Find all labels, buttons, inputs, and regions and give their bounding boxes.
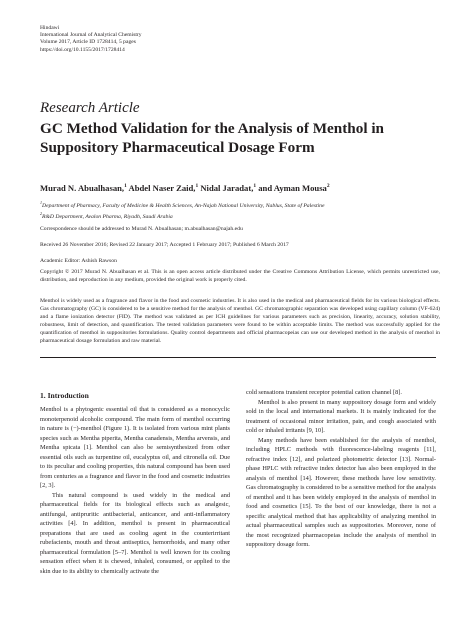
paragraph: Menthol is a phytogenic essential oil that is considered as a monocyclic monoterpenoid alcoholic compound. The main form of menthol occurring in nature is (−)-menthol (Figure 1). It is isolated from various mint plants species such as Mentha piperita, Mentha canadensis, Mentha arvensis, and Mentha spicata [1]. Menthol can also be semisynthesized from other essential oils such as turpentine oil, eucalyptus oil, and citronella oil. Due to its peculiar and cooling properties, this natural compound has been used from centuries as a fragrance and flavor in the food and cosmetic industries [2, 3]. [40, 406, 230, 489]
right-column [246, 388, 436, 550]
author-affiliation-mark: 1 [124, 183, 127, 190]
author-name: Nidal Jaradat, [200, 183, 254, 193]
publisher-name: Hindawi [40, 25, 60, 31]
author-name: Murad N. Abualhasan, [40, 183, 125, 193]
article-type: Research Article [40, 100, 140, 116]
correspondence: Correspondence should be addressed to Murad N. Abualhasan; m.abualhasan@najah.edu [40, 226, 243, 232]
author-affiliation-mark: 1 [195, 183, 199, 190]
author-affiliation-mark: 2 [326, 183, 330, 190]
paragraph: Many methods have been established for the analysis of menthol, including HPLC methods with fluorescence-labeling reagents [11], refractive index [12], and polarized photometric detector [13]. Normal-phase HPLC with refractive index detector has also been employed in the analysis of menthol [14]. However, these methods have low sensitivity. Gas chromatography is considered to be a sensitive method for the analysis of menthol and it has been widely employed in the analysis of menthol in food and cosmetics [15]. To the best of our knowledge, there is not a specific analytical method that has applicability of analyzing menthol in actual pharmaceutical samples such as suppositories. Moreover, none of the most recognized pharmacopeias include the analysis of menthol in suppository dosage form. [246, 436, 436, 548]
paragraph: cold sensations transient receptor potential cation channel [8]. [246, 389, 402, 396]
section-divider [40, 357, 436, 358]
copyright-notice: Copyright © 2017 Murad N. Abualhasan et al. This is an open access article distributed under the Creative Commons Attribution License, which permits unrestricted use, distribution, and reproduction in any medium, provided the original work is properly cited. [40, 269, 440, 283]
abstract: Menthol is widely used as a fragrance and flavor in the food and cosmetic industries. It is also used in the medical and pharmaceutical fields for its various biological effects. Gas chromatography (GC) is considered to be a sensitive method for the analysis of menthol. GC chromatographic separation was developed using capillary column (VF-624) and a flame ionization detector (FID). The method was validated as per ICH guidelines for various parameters such as precision, linearity, accuracy, solution stability, robustness, limit of detection, and quantification. The tested validation parameters were found to be within acceptable limits. The method was successfully applied for the quantification of menthol in suppositories formulations. Quality control departments and official pharmacopeias can use our developed method in the analysis of menthol in pharmaceutical dosage formulation and raw material. [40, 298, 440, 345]
publication-dates: Received 26 November 2016; Revised 22 January 2017; Accepted 1 February 2017; Published 6 March 2017 [40, 242, 289, 248]
article-title [40, 120, 440, 157]
author-list [40, 183, 330, 193]
affiliation-line: $^2$R&D Department, Avalon Pharma, Riyadh, Saudi Arabia [40, 210, 173, 220]
academic-editor: Academic Editor: Ashish Rawson [40, 258, 117, 264]
author-name: and Ayman Mousa [258, 183, 327, 193]
affiliation-line: $^1$Department of Pharmacy, Faculty of Medicine & Health Sciences, An-Najah National University, Nablus, State of Palestine [40, 200, 325, 209]
paragraph: Menthol is also present in many suppository dosage form and widely sold in the local and international markets. It is mainly indicated for the treatment of occasional minor irritation, pain, and cough associated with cold or inhaled irritants [9, 10]. [246, 398, 436, 434]
journal-name: International Journal of Analytical Chemistry [40, 32, 142, 39]
left-column [40, 405, 230, 576]
journal-header [40, 25, 142, 54]
section-heading: 1. Introduction [40, 391, 89, 400]
volume-line: Volume 2017, Article ID 1728414, 5 pages [40, 39, 136, 46]
author-name: Abdel Naser Zaid, [128, 183, 196, 193]
title-line-2: Suppository Pharmaceutical Dosage Form [40, 138, 315, 156]
doi-link[interactable]: https://doi.org/10.1155/2017/1728414 [40, 46, 125, 53]
author-affiliation-mark: 1 [253, 183, 257, 190]
affiliations [40, 199, 440, 221]
paragraph: This natural compound is used widely in the medical and pharmaceutical fields for its biological effects such as analgesic, antifungal, antipruritic antibacterial, anticancer, and anti-inflammatory activities [4]. In addition, menthol is present in pharmaceutical preparations that are used as cooling agent in the counterirritant rubefacients, mouth and throat antiseptics, hemorrhoids, and many other pharmaceutical formulation [5–7]. Menthol is well known for its cooling sensation effect when it is chewed, inhaled, consumed, or applied to the skin due to its ability to chemically activate the [40, 491, 230, 575]
title-line-1: GC Method Validation for the Analysis of Menthol in [40, 120, 385, 137]
